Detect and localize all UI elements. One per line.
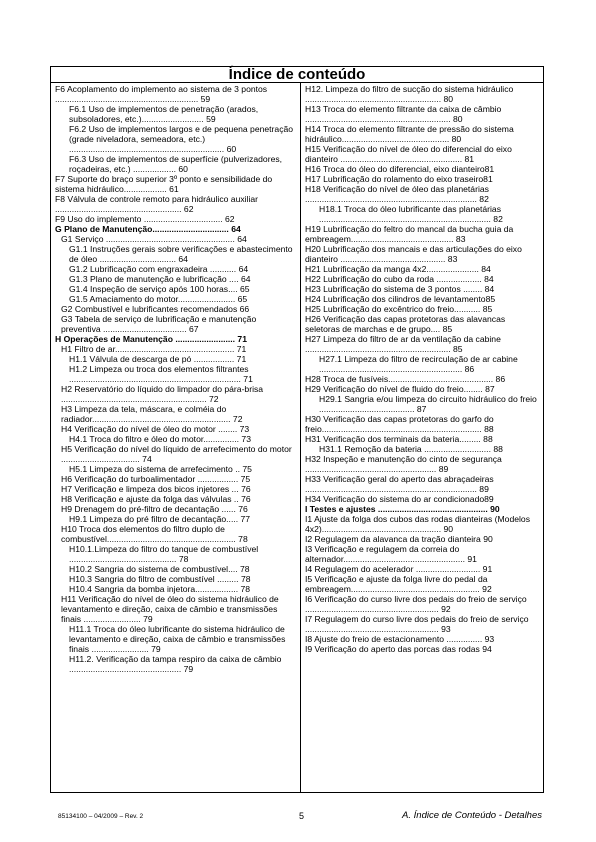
toc-entry[interactable]: H11 Verificação do nível de óleo do sistema hidráulico de levantamento e direção, caixa de câmbio e transmissões finais ........................ 79 [61,594,279,624]
toc-entry[interactable]: H32 Inspeção e manutenção do cinto de segurança ....................................................... 89 [305,454,502,474]
toc-entry[interactable]: G1.3 Plano de manutenção e lubrificação .... 64 [69,274,251,284]
toc-entry[interactable]: H28 Troca de fusíveis............................................ 86 [305,374,506,384]
toc-entry[interactable]: H21 Lubrificação da manga 4x2...................... 84 [305,264,491,274]
toc-entry[interactable]: G1.1 Instruções gerais sobre verificações e abastecimento de óleo ................................ 64 [69,244,293,264]
toc-entry[interactable]: F7 Suporte do braço superior 3º ponto e sensibilidade do sistema hidráulico.................. 61 [55,174,273,194]
toc-entry[interactable]: G1 Serviço ...................................................... 64 [61,234,247,244]
toc-entry[interactable]: H16 Troca do óleo do diferencial, eixo dianteiro81 [305,164,495,174]
toc-entry[interactable]: H4 Verificação do nível de óleo do motor ........ 73 [61,424,250,434]
toc-entry[interactable]: I9 Verificação do aperto das porcas das rodas 94 [305,644,492,654]
toc-entry[interactable]: F8 Válvula de controle remoto para hidráulico auxiliar ..................................................... 62 [55,194,259,214]
toc-entry[interactable]: I1 Ajuste da folga dos cubos das rodas dianteiras (Modelos 4x2).................................................. 90 [305,514,531,534]
toc-entry[interactable]: H4.1 Troca do filtro e óleo do motor............... 73 [69,434,251,444]
toc-entry[interactable]: H25 Lubrificação do excêntrico do freio........... 85 [305,304,493,314]
toc-entry[interactable]: I8 Ajuste do freio de estacionamento ............... 93 [305,634,495,644]
toc-entry[interactable]: H14 Troca do elemento filtrante de pressão do sistema hidráulico............................................. 80 [305,124,514,144]
toc-entry[interactable]: H5 Verificação do nível do líquido de arrefecimento do motor ................................. 74 [61,444,292,464]
toc-entry[interactable]: H Operações de Manutenção ......................... 71 [55,334,247,344]
toc-entry[interactable]: G Plano de Manutenção................................ 64 [55,224,241,234]
toc-entry[interactable]: F6 Acoplamento do implemento ao sistema de 3 pontos ............................................................ 59 [55,84,268,104]
toc-entry[interactable]: H1.1 Válvula de descarga de pó ................. 71 [69,354,247,364]
toc-entry[interactable]: G1.2 Lubrificação com engraxadeira ........... 64 [69,264,249,274]
toc-entry[interactable]: H22 Lubrificação do cubo da roda ................... 84 [305,274,494,284]
toc-entry[interactable]: F6.1 Uso de implementos de penetração (arados, subsoladores, etc.).......................... 59 [69,104,259,124]
toc-entry[interactable]: H3 Limpeza da tela, máscara, e colméia do radiador.......................................................... 72 [61,404,243,424]
toc-entry[interactable]: I4 Regulagem do acelerador ........................... 91 [305,564,493,574]
toc-entry[interactable]: H13 Troca do elemento filtrante da caixa de câmbio ............................................................. 80 [305,104,502,124]
toc-entry[interactable]: H24 Lubrificação dos cilindros de levantamento85 [305,294,496,304]
toc-entry[interactable]: I2 Regulagem da alavanca da tração dianteira 90 [305,534,493,544]
section-name: A. Índice de Conteúdo - Detalhes [402,810,542,821]
toc-entry[interactable]: H30 Verificação das capas protetoras do garfo do freio................................................................... 88 [305,414,494,434]
toc-entry[interactable]: H15 Verificação do nível de óleo do diferencial do eixo dianteiro ................................................... 81 [305,144,512,164]
toc-entry[interactable]: F6.2 Uso de implementos largos e de pequena penetração (grade niveladora, semeadora, etc.) ................................................................. 60 [69,124,294,154]
toc-entry[interactable]: H31 Verificação dos terminais da bateria......... 88 [305,434,493,444]
toc-entry[interactable]: H12. Limpeza do filtro de sucção do sistema hidráulico ......................................................... 80 [305,84,514,104]
toc-entry[interactable]: H8 Verificação e ajuste da folga das válvulas .. 76 [61,494,251,504]
toc-entry[interactable]: H17 Lubrificação do rolamento do eixo traseiro81 [305,174,493,184]
toc-entry[interactable]: H19 Lubrificação do feltro do mancal da bucha guia da embreagem........................................... 83 [305,224,514,244]
page-title: Índice de conteúdo [51,67,543,83]
toc-entry[interactable]: H7 Verificação e limpeza dos bicos injetores ... 76 [61,484,251,494]
toc-entry[interactable]: H10 Troca dos elementos do filtro duplo de combustível...................................................... 78 [61,524,248,544]
toc-entry[interactable]: H11.2. Verificação da tampa respiro da caixa de câmbio ............................................... 79 [69,654,282,674]
toc-entry[interactable]: F9 Uso do implemento ................................. 62 [55,214,235,224]
toc-entry[interactable]: G3 Tabela de serviço de lubrificação e manutenção preventiva ................................... 67 [61,314,257,334]
toc-entry[interactable]: H10.1.Limpeza do filtro do tanque de combustível ............................................. 78 [69,544,259,564]
toc-entry[interactable]: H34 Verificação do sistema do ar condicionado89 [305,494,494,504]
toc-entry[interactable]: H27.1 Limpeza do filtro de recirculação de ar cabine ............................................................ 86 [319,354,518,374]
toc-entry[interactable]: H20 Lubrificação dos mancais e das articulações do eixo dianteiro ............................................ 83 [305,244,522,264]
toc-entry[interactable]: G1.5 Amaciamento do motor........................ 65 [69,294,248,304]
toc-entry[interactable]: H2 Reservatório do líquido do limpador do pára-brisa ............................................................. 72 [61,384,264,404]
toc-entry[interactable]: H29.1 Sangria e/ou limpeza do circuito hidráulico do freio ........................................ 87 [319,394,537,414]
toc-entry[interactable]: H10.4 Sangria da bomba injetora.................. 78 [69,584,251,594]
toc-entry[interactable]: H5.1 Limpeza do sistema de arrefecimento .. 75 [69,464,252,474]
toc-entry[interactable]: G2 Combustível e lubrificantes recomendados 66 [61,304,250,314]
toc-entry[interactable]: H1 Filtro de ar.................................................. 71 [61,344,247,354]
toc-entry[interactable]: I7 Regulagem do curso livre dos pedais do freio de serviço ........................................................ 93 [305,614,529,634]
toc-entry[interactable]: H6 Verificação do turboalimentador ................. 75 [61,474,251,484]
toc-entry[interactable]: H10.2 Sangria do sistema de combustível.... 78 [69,564,250,574]
toc-frame [50,66,544,793]
toc-entry[interactable]: G1.4 Inspeção de serviço após 100 horas.... 65 [69,284,250,294]
toc-entry[interactable]: H1.2 Limpeza ou troca dos elementos filtrantes ........................................................................ 71 [69,364,253,384]
toc-right-column [305,84,539,654]
doc-code: 85134100 – 04/2009 – Rev. 2 [58,813,144,820]
toc-entry[interactable]: I6 Verificação do curso livre dos pedais do freio de serviço ........................................................ 92 [305,594,527,614]
toc-entry[interactable]: I Testes e ajustes .............................................. 90 [305,504,500,514]
toc-entry[interactable]: H9.1 Limpeza do pré filtro de decantação..... 77 [69,514,251,524]
toc-left-column [55,84,298,674]
toc-entry[interactable]: H11.1 Troca do óleo lubrificante do sistema hidráulico de levantamento e direção, caixa de câmbio e transmissões finais ........................ 79 [69,624,286,654]
toc-entry[interactable]: I5 Verificação e ajuste da folga livre do pedal da embreagem...................................................... 92 [305,574,492,594]
toc-entry[interactable]: H10.3 Sangria do filtro de combustível ......... 78 [69,574,251,584]
toc-entry[interactable]: H33 Verificação geral do aperto das abraçadeiras ........................................................................ 89 [305,474,494,494]
toc-entry[interactable]: H9 Drenagem do pré-filtro de decantação ...... 76 [61,504,248,514]
column-divider [300,83,301,793]
toc-entry[interactable]: H18 Verificação do nível de óleo das planetárias ........................................................................ 82 [305,184,489,204]
page-number: 5 [299,811,305,821]
toc-entry[interactable]: F6.3 Uso de implementos de superfície (pulverizadores, roçadeiras, etc.) .................. 60 [69,154,283,174]
toc-entry[interactable]: H26 Verificação das capas protetoras das alavancas seletoras de marchas e de grupo.... 85 [305,314,506,334]
toc-entry[interactable]: H31.1 Remoção da bateria ............................ 88 [319,444,503,454]
toc-entry[interactable]: H29 Verificação do nível de fluido do freio........ 87 [305,384,495,394]
toc-entry[interactable]: I3 Verificação e regulagem da correia do alternador................................................... 91 [305,544,477,564]
toc-entry[interactable]: H23 Lubrificação do sistema de 3 pontos ........ 84 [305,284,495,294]
toc-entry[interactable]: H27 Limpeza do filtro de ar da ventilação da cabine ............................................................. 85 [305,334,501,354]
toc-entry[interactable]: H18.1 Troca do óleo lubrificante das planetárias ........................................................................ 82 [319,204,503,224]
